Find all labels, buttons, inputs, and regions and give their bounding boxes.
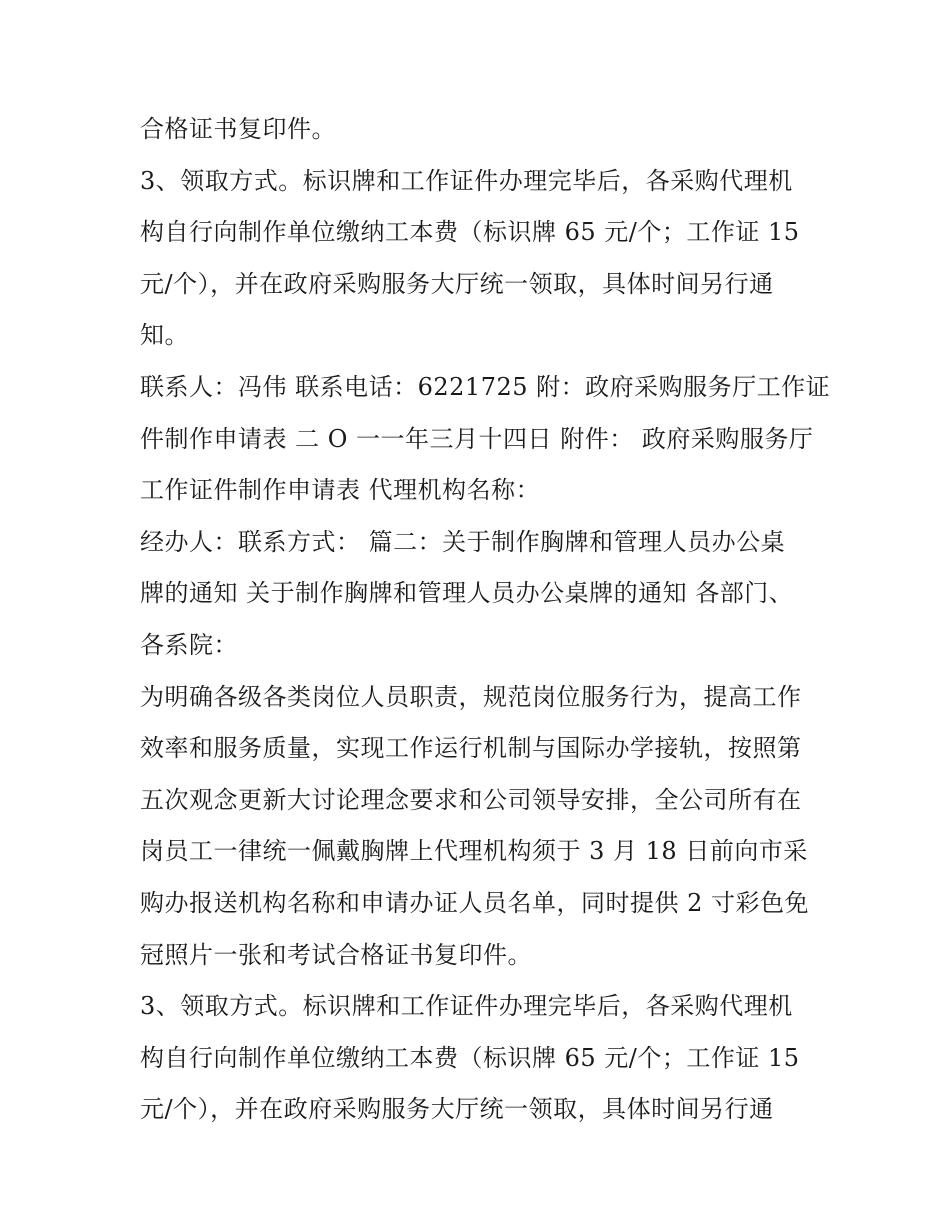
- text-line: 元/个），并在政府采购服务大厅统一领取，具体时间另行通: [140, 269, 774, 298]
- text-line: 购办报送机构名称和申请办证人员名单，同时提供 2 寸彩色免: [140, 888, 810, 917]
- text-line: 3、领取方式。标识牌和工作证件办理完毕后，各采购代理机: [140, 992, 793, 1021]
- text-line: 岗员工一律统一佩戴胸牌上代理机构须于 3 月 18 日前向市采: [140, 837, 808, 866]
- text-line: 工作证件制作申请表 代理机构名称：: [140, 476, 541, 505]
- text-line: 为明确各级各类岗位人员职责，规范岗位服务行为，提高工作: [140, 682, 802, 711]
- text-line: 联系人：冯伟 联系电话：6221725 附：政府采购服务厅工作证: [140, 372, 831, 401]
- text-line: 知。: [140, 321, 189, 350]
- text-line: 各系院：: [140, 630, 238, 659]
- text-line: 3、领取方式。标识牌和工作证件办理完毕后，各采购代理机: [140, 166, 793, 195]
- text-line: 经办人：联系方式： 篇二：关于制作胸牌和管理人员办公桌: [140, 527, 786, 556]
- document-body: [140, 104, 831, 1136]
- text-line: 效率和服务质量，实现工作运行机制与国际办学接轨，按照第: [140, 734, 802, 763]
- text-line: 件制作申请表 二 O 一一年三月十四日 附件： 政府采购服务厅: [140, 424, 814, 453]
- text-line: 构自行向制作单位缴纳工本费（标识牌 65 元/个；工作证 15: [140, 1043, 800, 1072]
- text-line: 牌的通知 关于制作胸牌和管理人员办公桌牌的通知 各部门、: [140, 579, 794, 608]
- text-line: 冠照片一张和考试合格证书复印件。: [140, 940, 532, 969]
- text-line: 元/个），并在政府采购服务大厅统一领取，具体时间另行通: [140, 1095, 774, 1124]
- text-line: 五次观念更新大讨论理念要求和公司领导安排，全公司所有在: [140, 785, 802, 814]
- text-line: 合格证书复印件。: [140, 115, 336, 143]
- text-line: 构自行向制作单位缴纳工本费（标识牌 65 元/个；工作证 15: [140, 218, 800, 247]
